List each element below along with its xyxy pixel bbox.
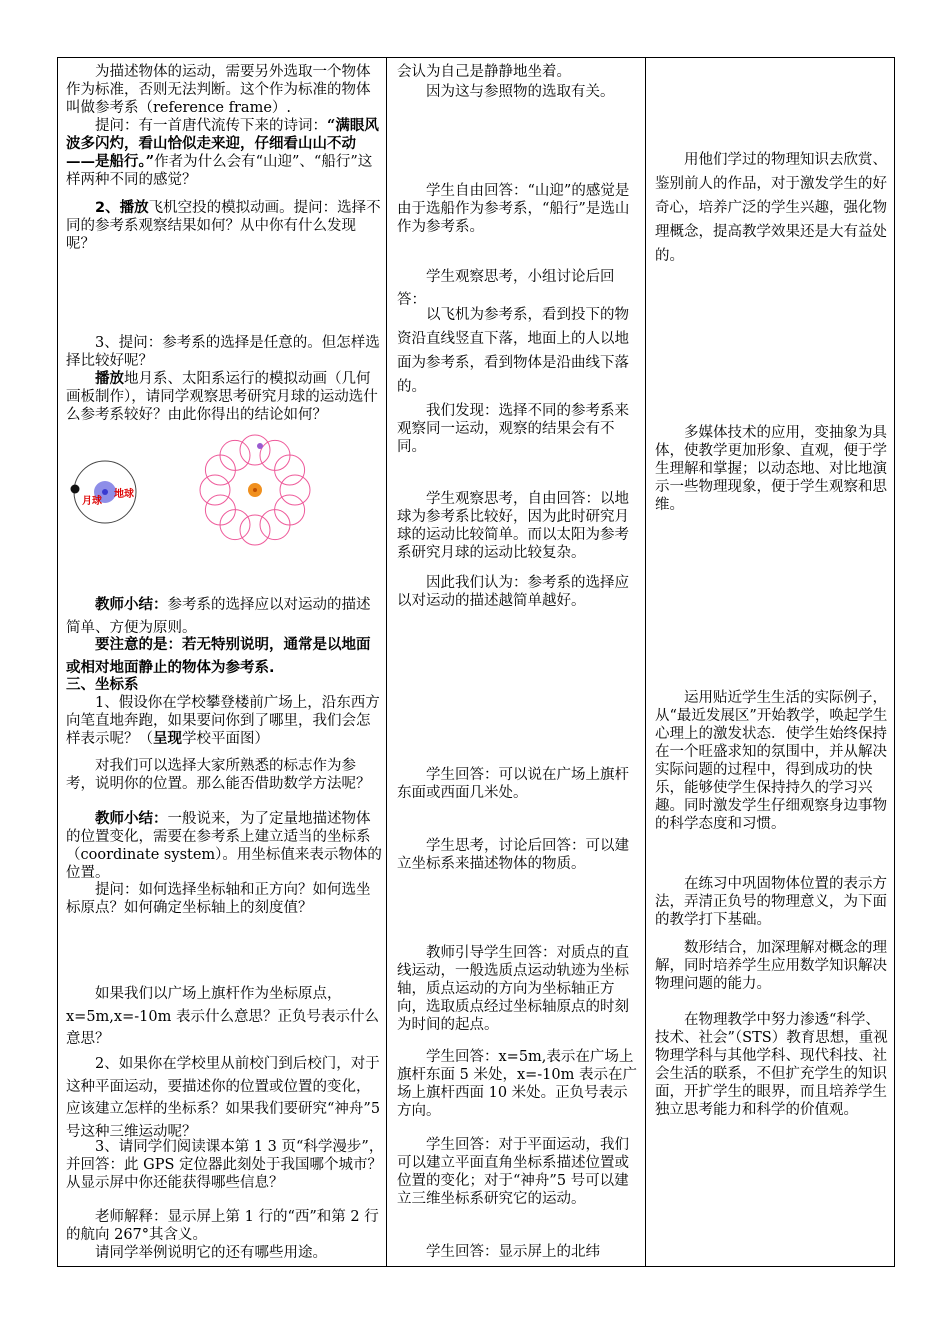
sun-earth-moon-diagram	[200, 435, 310, 545]
earth-center	[102, 489, 108, 495]
tang-poem: “满眼风波多闪灼，看山恰似走来迎，仔细看山山不动——是船行。”	[66, 117, 379, 170]
teacher-summary-2	[66, 810, 384, 882]
teacher-explanation: 老师解释：显示屏上第 1 行的“西”和第 2 行的航向 267°其含义。	[66, 1209, 379, 1243]
planet-icon	[257, 443, 263, 449]
running-question	[66, 694, 384, 748]
trajectory-loop	[200, 475, 230, 505]
reference-frame-definition: 为描述物体的运动，需要另外选取一个物体作为标准，否则无法判断。这个作为标准的物体叫做参考系（reference frame）.	[66, 64, 371, 116]
design-note: 数形结合，加深理解对概念的理解，同时培养学生应用数学知识解决物理问题的能力。	[655, 940, 887, 992]
student-text: 会认为自己是静静地坐着。	[397, 64, 571, 80]
reference-choice-question: 3、提问：参考系的选择是任意的。但怎样选择比较好呢？	[66, 335, 380, 369]
running-text-end: 学校平面图）	[182, 731, 269, 747]
summary-label: 教师小结：	[95, 811, 168, 827]
lesson-plan-table	[57, 57, 895, 1267]
student-answer: 学生观察思考，自由回答：以地球为参考系比较好，因为此时研究月球的运动比较简单。而以太阳为参考系研究月球的运动比较复杂。	[397, 491, 629, 561]
student-answer: 学生回答：可以说在广场上旗杆东面或西面几米处。	[397, 767, 629, 801]
design-note: 运用贴近学生生活的实际例子，从“最近发展区”开始教学，唤起学生心理上的激发状态．使学生始终保持在一个旺盛求知的氛围中，并从解决实际问题的过程中，得到成功的快乐，能够使学生保持持久的学习兴趣。同时激发学生仔细观察身边事物的科学态度和习惯。	[655, 690, 888, 832]
plane-motion-question: 2、如果你在学校里从前校门到后校门，对于这种平面运动，要描述你的位置或位置的变化，应该建立怎样的坐标系？如果我们要研究“神舟”5 号这种三维运动呢？	[66, 1056, 381, 1140]
earth-moon-diagram	[71, 461, 137, 523]
student-finding: 我们发现：选择不同的参考系来观察同一运动，观察的结果会有不同。	[397, 403, 629, 455]
poem-question	[66, 117, 384, 189]
attention-note: 要注意的是：若无特别说明，通常是以地面或相对地面静止的物体为参考系.	[66, 637, 371, 676]
orbit-animation-question	[66, 370, 384, 424]
present-label: 呈现	[153, 731, 182, 747]
play-label: 播放	[119, 199, 149, 216]
poem-question-prefix: 提问：有一首唐代流传下来的诗词：	[95, 118, 327, 134]
moon-icon	[71, 485, 80, 494]
origin-question: 如果我们以广场上旗杆作为坐标原点，x=5m,x=-10m 表示什么意思？正负号表示什么意思？	[66, 986, 379, 1047]
summary-label: 教师小结：	[95, 597, 168, 613]
student-answer: 学生回答：x=5m,表示在广场上旗杆东面 5 米处，x=-10m 表示在广场上旗杆西面 10 米处。正负号表示方向。	[397, 1049, 637, 1119]
section-heading-coordinates: 三、坐标系	[66, 677, 139, 693]
running-text: 1、假设你在学校攀登楼前广场上，沿东西方向笔直地奔跑，如果要问你到了哪里，我们会怎样表示呢？（	[66, 695, 380, 747]
design-note: 在练习中巩固物体位置的表示方法，弄清正负号的物理意义，为下面的教学打下基础。	[655, 876, 887, 928]
axis-question: 提问：如何选择坐标轴和正方向？如何选坐标原点？如何确定坐标轴上的刻度值？	[66, 882, 371, 916]
usage-question: 请同学举例说明它的还有哪些用途。	[95, 1245, 327, 1261]
orbit-figures	[70, 433, 340, 548]
sun-center	[253, 488, 257, 492]
poem-question-suffix: 作者为什么会有“山迎”、“船行”这样两种不同的感觉？	[66, 154, 373, 188]
landmark-question: 对我们可以选择大家所熟悉的标志作为参考，说明你的位置。那么能否借助数学方法呢？	[66, 758, 371, 792]
student-conclusion: 因此我们认为：参考系的选择应以对运动的描述越简单越好。	[397, 575, 629, 609]
student-answer: 学生思考，讨论后回答：可以建立坐标系来描述物体的物质。	[397, 838, 629, 872]
summary-text: 一般说来，为了定量地描述物体的位置变化，需要在参考系上建立适当的坐标系（coordinate system）。用坐标值来表示物体的位置。	[66, 811, 382, 881]
earth-label: 地球	[114, 489, 134, 500]
guided-answer: 教师引导学生回答：对质点的直线运动，一般选质点运动轨迹为坐标轴，质点运动的方向为坐标轴正方向，选取质点经过坐标轴原点的时刻为时间的起点。	[397, 945, 629, 1033]
design-note: 多媒体技术的应用，变抽象为具体，使教学更加形象、直观，便于学生理解和掌握；以动态地、对比地演示一些物理现象，便于学生观察和思维。	[655, 425, 887, 513]
design-note: 在物理教学中努力渗透“科学、技术、社会”（STS）教育思想，重视物理学科与其他学科、现代科技、社会生活的联系，不但扩充学生的知识面，开扩学生的眼界，而且培养学生独立思考能力和科学的价值观。	[655, 1012, 888, 1118]
trajectory-loop	[280, 475, 310, 505]
column-divider-2	[645, 58, 646, 1266]
student-answer: 学生自由回答：“山迎”的感觉是由于选船作为参考系，“船行”是选山作为参考系。	[397, 183, 630, 235]
trajectory-loop	[240, 515, 270, 545]
design-note: 用他们学过的物理知识去欣赏、鉴别前人的作品，对于激发学生的好奇心，培养广泛的学生兴趣，强化物理概念，提高教学效果还是大有益处的。	[655, 152, 887, 264]
item-number: 2、	[95, 200, 120, 216]
design-intent-column	[655, 58, 889, 1266]
column-divider-1	[386, 58, 387, 1266]
orbit-text: 地月系、太阳系运行的模拟动画（几何画板制作），请同学观察思考研究月球的运动选什么参考系较好？由此你得出的结论如何？	[66, 371, 378, 423]
airdrop-text: 飞机空投的模拟动画。提问：选择不同的参考系观察结果如何？从中你有什么发现呢？	[66, 200, 381, 252]
student-activity-column	[397, 58, 639, 1266]
trajectory-loop	[240, 435, 270, 465]
airdrop-animation-question	[66, 199, 384, 253]
teacher-activity-column	[66, 58, 384, 1266]
gps-question: 3、请同学们阅读课本第 1 3 页“科学漫步”，并回答：此 GPS 定位器此刻处于我国哪个城市？从显示屏中你还能获得哪些信息？	[66, 1139, 384, 1191]
moon-label: 月球	[82, 496, 102, 507]
student-answer: 学生回答：对于平面运动，我们可以建立平面直角坐标系描述位置或位置的变化；对于“神舟”5 号可以建立三维坐标系研究它的运动。	[397, 1137, 629, 1207]
student-answer: 以飞机为参考系，看到投下的物资沿直线竖直下落，地面上的人以地面为参考系，看到物体是沿曲线下落的。	[397, 307, 629, 395]
teacher-summary-1	[66, 594, 384, 639]
summary-text: 参考系的选择应以对运动的描述简单、方便为原则。	[66, 597, 371, 636]
student-answer: 学生回答：显示屏上的北纬	[426, 1244, 600, 1260]
play-label: 播放	[95, 370, 124, 387]
student-discussion: 学生观察思考，小组讨论后回答：	[397, 269, 615, 308]
student-text: 因为这与参照物的选取有关。	[426, 84, 615, 100]
